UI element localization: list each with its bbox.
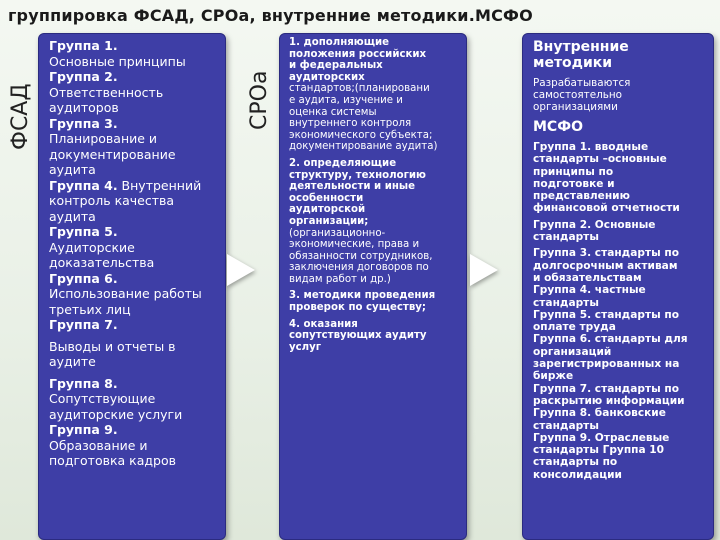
fsad-group-list [49,38,225,469]
sroa-panel [279,33,467,540]
msfo-group-9: консолидации [533,468,622,481]
sroa-item-4-line: 4. оказания [289,318,358,330]
internal-msfo-list [533,39,711,481]
msfo-group-6: бирже [533,370,574,383]
msfo-group-4: стандарты [533,296,599,309]
sroa-item-1-line: документирование аудита) [289,141,438,153]
msfo-group-2: Группа 2. Основные [533,218,656,231]
sroa-item-2-line: 2. определяющие [289,157,397,169]
msfo-group-1: Группа 1. вводные [533,141,649,153]
sroa-item-1-line: 1. дополняющие [289,37,390,48]
fsad-group-5-text: доказательства [49,255,155,270]
msfo-group-1: стандарты –основные [533,153,667,166]
fsad-group-2-text: аудиторов [49,100,119,115]
msfo-heading: МСФО [533,119,583,135]
sroa-item-4-line: услуг [289,341,322,353]
msfo-group-5: оплате труда [533,321,616,334]
msfo-group-5: Группа 5. стандарты по [533,308,679,321]
sroa-item-1-line: положения российских [289,48,427,60]
page-title: группировка ФСАД, СРОа, внутренние методики.МСФО [8,6,533,25]
msfo-group-6: организаций [533,345,612,358]
fsad-group-4-text: контроль качества [49,193,175,208]
msfo-group-8: Группа 8. банковские [533,407,666,420]
internal-text: Разрабатываются [533,77,631,89]
sroa-item-1-line: внутреннего контроля [289,118,412,130]
internal-text: организациями [533,101,618,113]
msfo-group-1: представлению [533,190,630,203]
fsad-group-7-text: Выводы и отчеты в [49,338,176,354]
sroa-item-1-line: стандартов;(планировани [289,83,430,95]
msfo-group-9: стандарты Группа 10 [533,444,665,457]
fsad-group-8-text: аудиторские услуги [49,406,183,422]
fsad-group-3-text: Планирование и [49,131,158,146]
msfo-group-2: стандарты [533,231,599,244]
msfo-group-3: Группа 3. стандарты по [533,247,679,260]
fsad-group-6-title: Группа 6. [49,270,118,286]
sroa-item-2-extra: видам работ и др.) [289,273,391,285]
fsad-group-2-title: Группа 2. [49,69,118,84]
fsad-panel [38,33,226,540]
fsad-group-8-title: Группа 8. [49,375,118,391]
fsad-group-6-text: Использование работы [49,286,202,301]
fsad-group-1-title: Группа 1. [49,38,118,53]
msfo-group-1: принципы по [533,165,614,178]
msfo-group-7: Группа 7. стандарты по [533,382,679,395]
fsad-group-3-text: аудита [49,162,96,177]
sroa-item-2-extra: заключения договоров по [289,262,429,274]
msfo-group-3: долгосрочным активам [533,259,678,272]
msfo-group-1: финансовой отчетности [533,202,680,215]
sroa-item-1-line: аудиторских [289,71,365,83]
sroa-item-2-line: структуру, технологию [289,169,426,181]
msfo-group-9: стандарты по [533,456,618,469]
internal-text: самостоятельно [533,89,623,101]
sroa-item-3-line: проверок по существу; [289,302,426,314]
sroa-item-2-line: деятельности и иные [289,181,416,193]
sroa-item-1-line: и федеральных [289,60,383,72]
msfo-group-6: зарегистрированных на [533,358,680,371]
fsad-group-9-text: Образование и [49,437,148,453]
msfo-group-3: и обязательствам [533,271,642,284]
fsad-group-5-text: Аудиторские [49,239,135,255]
fsad-group-3-text: документирование [49,146,176,162]
sroa-side-label: СРОа [247,70,272,130]
internal-heading: методики [533,55,613,71]
fsad-group-5-title: Группа 5. [49,224,118,239]
play-triangle-icon [470,254,498,286]
fsad-group-1-text: Основные принципы [49,53,186,69]
internal-msfo-panel [522,33,714,540]
play-triangle-icon [227,254,255,286]
msfo-group-4: Группа 4. частные [533,284,646,297]
sroa-item-1-line: экономического субъекта; [289,129,433,141]
fsad-group-3-title: Группа 3. [49,115,118,131]
fsad-group-8-text: Сопутствующие [49,391,156,406]
sroa-item-2-extra: экономические, права и [289,239,420,251]
fsad-group-6-text: третьих лиц [49,301,131,317]
fsad-group-4-title: Группа 4. [49,177,118,193]
fsad-group-9-title: Группа 9. [49,422,118,437]
fsad-group-4-line [49,178,225,194]
fsad-group-4-text: аудита [49,208,96,224]
sroa-item-1-line: оценка системы [289,106,377,118]
sroa-item-2-line: организации; [289,215,369,227]
fsad-side-label: ФСАД [8,83,33,150]
internal-heading: Внутренние [533,39,629,55]
fsad-group-7-text: аудите [49,354,96,369]
sroa-item-2-extra: обязанности сотрудников, [289,250,433,262]
sroa-item-2-line: особенности [289,192,364,204]
msfo-group-8: стандарты [533,419,599,432]
sroa-item-3-line: 3. методики проведения [289,290,436,302]
msfo-group-1: подготовке и [533,177,615,190]
msfo-group-7: раскрытию информации [533,394,685,407]
sroa-item-2-extra: (организационно- [289,227,386,239]
sroa-item-4-line: сопутствующих аудиту [289,330,427,342]
sroa-item-2-line: аудиторской [289,204,366,216]
sroa-item-1-line: е аудита, изучение и [289,94,403,106]
msfo-group-6: Группа 6. стандарты для [533,333,688,346]
msfo-group-9: Группа 9. Отраслевые [533,431,670,444]
fsad-group-7-title: Группа 7. [49,317,118,332]
fsad-group-9-text: подготовка кадров [49,453,176,468]
fsad-group-4-inline: Внутренний [117,177,202,193]
fsad-group-2-text: Ответственность [49,84,164,100]
sroa-list [289,37,465,353]
